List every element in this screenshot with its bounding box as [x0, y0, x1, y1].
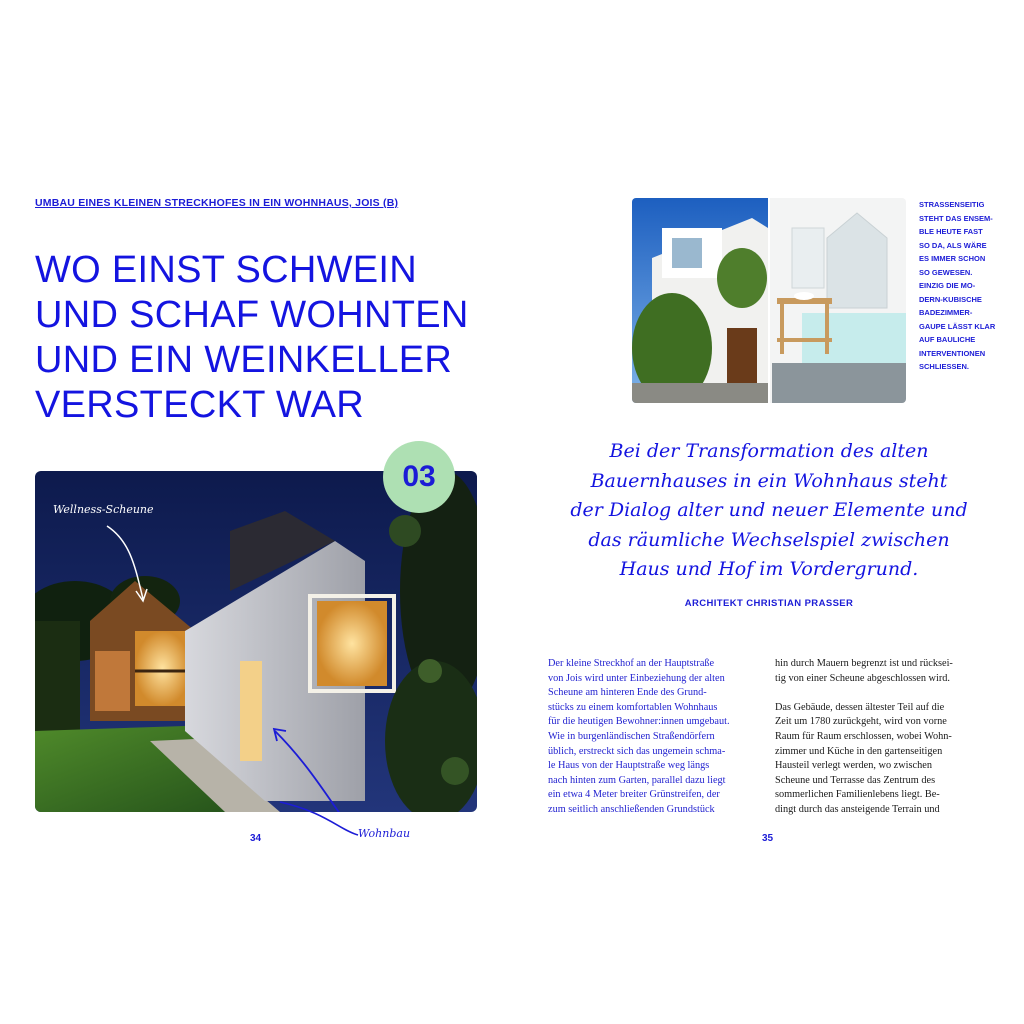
caption-line: EINZIG DIE MO- — [919, 281, 976, 290]
headline — [35, 248, 505, 428]
body-line: Zeit um 1780 zurückgeht, wird von vorne — [775, 716, 947, 728]
caption-line: BADEZIMMER- — [919, 308, 973, 317]
body-line: üblich, erstreckt sich das ungemein schma- — [548, 745, 726, 757]
body-line: sommerlichen Familienlebens liegt. Be- — [775, 789, 940, 801]
body-line: dingt durch das ansteigende Terrain und — [775, 803, 940, 815]
exterior-bathroom-photos — [632, 198, 906, 403]
quote-line: Bei der Transformation des alten — [609, 440, 929, 462]
barn-annotation: Wellness-Scheune — [53, 503, 154, 516]
body-line: Scheune und Terrasse das Zentrum des — [775, 774, 936, 786]
quote-line: Bauernhauses in ein Wohnhaus steht — [590, 469, 948, 492]
body-line: Das Gebäude, dessen ältester Teil auf die — [775, 701, 945, 713]
house-annotation-arrow — [270, 800, 360, 840]
night-house-photo — [35, 471, 477, 812]
house-annotation: Wohnbau — [358, 827, 411, 840]
caption-line: INTERVENTIONEN — [919, 348, 986, 358]
body-line: tig von einer Scheune abgeschlossen wird. — [775, 672, 951, 684]
headline-line: UND EIN WEINKELLER — [35, 339, 453, 381]
quote-line: das räumliche Wechselspiel zwischen — [588, 528, 950, 551]
body-text-left-column — [548, 657, 766, 818]
body-line: für die heutigen Bewohner:innen umgebaut. — [548, 716, 730, 728]
caption-line: ES IMMER SCHON — [919, 254, 986, 263]
body-line: ein etwa 4 Meter breiter Grünstreifen, der — [548, 789, 720, 801]
caption-line: SO DA, ALS WÄRE — [919, 240, 987, 250]
quote-author: ARCHITEKT CHRISTIAN PRASSER — [684, 598, 854, 609]
headline-line: UND SCHAF WOHNTEN — [35, 294, 469, 336]
caption-line: GAUPE LÄSST KLAR — [919, 321, 996, 331]
caption-line: SO GEWESEN. — [919, 267, 973, 277]
body-line: von Jois wird unter Einbeziehung der alten — [548, 672, 725, 684]
body-line: stücks zu einem komfortablen Wohnhaus — [548, 701, 718, 713]
body-line: hin durch Mauern begrenzt ist und rücksei- — [775, 658, 953, 669]
body-line: zimmer und Küche in den gartenseitigen — [775, 745, 943, 757]
caption-line: STEHT DAS ENSEM- — [919, 213, 993, 223]
page-number-left: 34 — [250, 833, 262, 844]
caption-line: SCHLIESSEN. — [919, 362, 970, 371]
pull-quote — [570, 437, 968, 585]
body-line: Scheune am hinteren Ende des Grund- — [548, 687, 707, 699]
quote-line: Haus und Hof im Vordergrund. — [619, 558, 919, 580]
caption-line: AUF BAULICHE — [919, 335, 976, 344]
body-line: nach hinten zum Garten, parallel dazu liegt — [548, 774, 726, 786]
body-line: zum seitlich anschließenden Grundstück — [548, 803, 715, 815]
quote-line: der Dialog alter und neuer Elemente und — [570, 499, 968, 521]
body-text-right-column — [775, 657, 993, 818]
article-kicker: UMBAU EINES KLEINEN STRECKHOFES IN EIN WOHNHAUS, JOIS (B) — [35, 197, 399, 209]
caption-line: DERN-KUBISCHE — [919, 294, 982, 304]
photo-caption — [919, 198, 1009, 374]
chapter-badge: 03 — [383, 441, 455, 513]
body-line: Der kleine Streckhof an der Hauptstraße — [548, 658, 715, 669]
headline-line: WO EINST SCHWEIN — [35, 249, 417, 291]
body-line: le Haus von der Hauptstraße weg längs — [548, 760, 710, 772]
caption-line: STRASSENSEITIG — [919, 200, 985, 209]
body-line: Wie in burgenländischen Straßendörfern — [548, 730, 715, 742]
caption-line: BLE HEUTE FAST — [919, 227, 983, 236]
headline-line: VERSTECKT WAR — [35, 384, 365, 426]
body-line: Hausteil verlegt werden, wo zwischen — [775, 760, 932, 772]
body-line: Raum für Raum erschlossen, wobei Wohn- — [775, 730, 952, 742]
page-number-right: 35 — [762, 833, 774, 844]
